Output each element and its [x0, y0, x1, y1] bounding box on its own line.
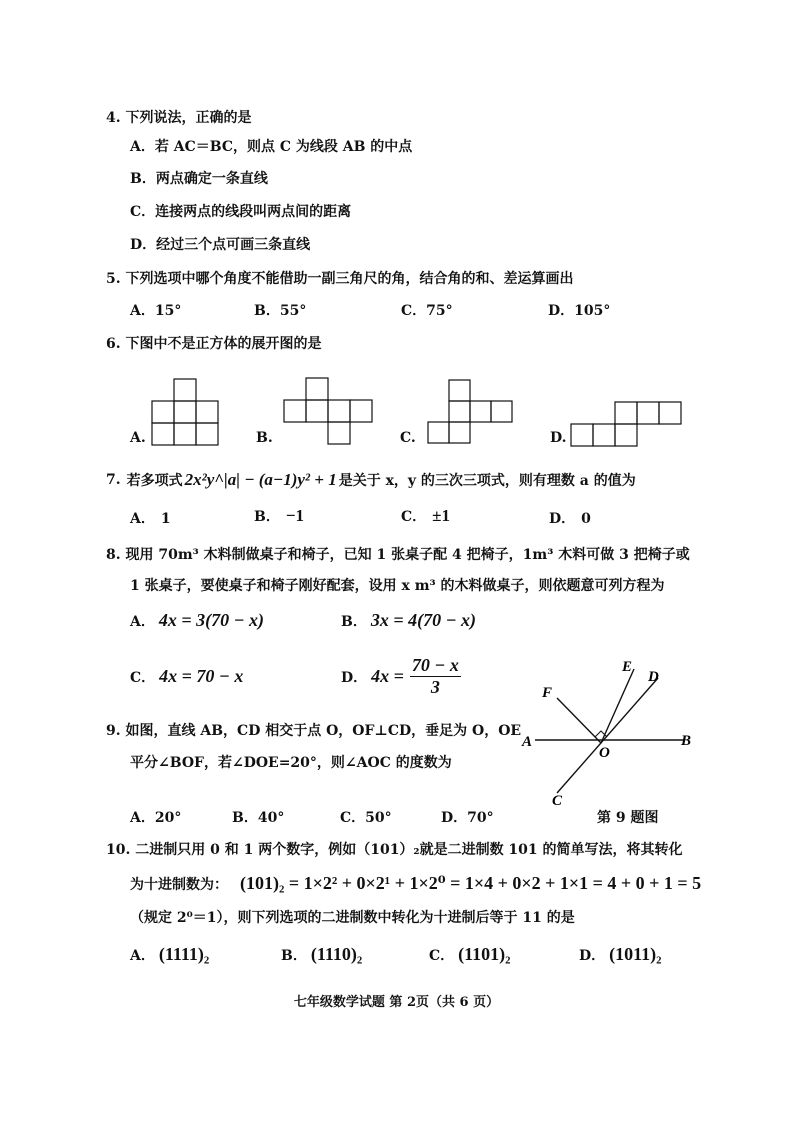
q7-option-c-value: ±1 [432, 506, 450, 525]
page-footer: 七年级数学试题 第 2页（共 6 页） [293, 995, 500, 1010]
q9-line-1: 9. 如图，直线 AB，CD 相交于点 O，OF⊥CD，垂足为 O，OE [106, 723, 522, 739]
q10-option-d-label: D． [579, 947, 606, 964]
q7-expression: 2x²y^|a| − (a−1)y² + 1 [184, 470, 337, 489]
q5-option-b: B．55° [254, 303, 307, 319]
q8-option-c [130, 666, 243, 687]
q8-option-b [341, 610, 476, 631]
q5-option-a: A．15° [130, 303, 182, 319]
q6-label-d: D. [550, 430, 567, 446]
q8-option-c-label: C． [130, 670, 156, 686]
q7-option-b-value: −1 [285, 506, 305, 525]
q4-option-d: D．经过三个点可画三条直线 [130, 237, 311, 253]
q10-option-c [429, 944, 511, 965]
q10-option-a-label: A． [130, 947, 155, 964]
ray-of [557, 698, 601, 743]
q7-option-b [254, 506, 304, 526]
q10-line-2 [130, 873, 701, 894]
q9-option-b: B．40° [232, 810, 285, 826]
q8-option-d-lhs: 4x = [371, 666, 404, 686]
q7-pre: 若多项式 [126, 473, 183, 489]
q6-stem: 6. 下图中不是正方体的展开图的是 [106, 336, 322, 352]
q7-post: 是关于 x，y 的三次三项式，则有理数 a 的值为 [338, 473, 636, 489]
q9-figure-caption: 第 9 题图 [597, 810, 659, 826]
q10-option-d [579, 944, 662, 965]
q9-geometry-figure [515, 655, 705, 805]
q6-label-c: C. [400, 430, 416, 446]
label-f: F [542, 685, 553, 701]
ray-oe [601, 669, 634, 743]
q6-label-b: B. [256, 430, 273, 446]
q7-option-d [549, 508, 591, 528]
q5-option-d: D．105° [548, 303, 611, 319]
q8-option-a-equation: 4x = 3(70 − x) [158, 610, 265, 630]
line-cd [557, 678, 658, 793]
q7-option-c [401, 506, 450, 526]
q7-option-a-value: 1 [160, 511, 171, 527]
q10-option-a-value: (1111)₂ [158, 944, 210, 964]
q8-line-2: 1 张桌子，要使桌子和椅子刚好配套，设用 x m³ 的木料做桌子，则依题意可列方程为 [130, 578, 665, 594]
q10-option-b-value: (1110)₂ [310, 944, 363, 964]
q10-option-b-label: B． [281, 947, 307, 964]
q8-option-c-equation: 4x = 70 − x [159, 666, 244, 686]
q7-number: 7. [106, 472, 121, 488]
q8-option-b-label: B． [341, 614, 367, 630]
q9-line-2: 平分∠BOF，若∠DOE=20°，则∠AOC 的度数为 [130, 755, 452, 771]
label-b: B [681, 733, 692, 749]
q8-option-a-label: A． [130, 614, 155, 630]
q8-option-d [341, 655, 461, 698]
q4-option-b: B．两点确定一条直线 [130, 171, 268, 187]
q7-option-d-value: 0 [581, 511, 591, 527]
q10-option-c-value: (1101)₂ [458, 944, 511, 964]
q10-line-2-prefix: 为十进制数为： [130, 876, 228, 893]
q7-stem [106, 470, 636, 490]
label-d: D [648, 669, 659, 685]
q9-option-c: C．50° [340, 810, 392, 826]
q7-option-c-label: C． [401, 509, 427, 525]
label-c: C [552, 793, 563, 805]
label-e: E [622, 659, 633, 675]
label-o: O [599, 745, 610, 761]
q8-option-d-label: D． [341, 669, 368, 686]
q8-option-d-fraction [410, 655, 461, 698]
q8-line-1: 8. 现用 70m³ 木料制做桌子和椅子，已知 1 张桌子配 4 把椅子，1m³ 木料可做 3 把椅子或 [106, 547, 690, 563]
q6-net-c [427, 379, 517, 449]
q8-option-b-equation: 3x = 4(70 − x) [370, 610, 476, 630]
q4-option-c: C．连接两点的线段叫两点间的距离 [130, 204, 352, 220]
q6-net-a [150, 378, 220, 448]
q6-net-b [283, 377, 378, 449]
q9-option-d: D．70° [441, 810, 494, 826]
q7-option-b-label: B． [254, 509, 280, 525]
q10-line-1: 10. 二进制只用 0 和 1 两个数字，例如（101）₂就是二进制数 101 的简单写法，将其转化 [106, 842, 683, 858]
q8-option-d-denominator: 3 [430, 677, 440, 697]
q8-option-d-numerator: 70 − x [411, 655, 459, 675]
label-a: A [522, 734, 533, 750]
q6-label-a: A. [130, 430, 146, 446]
q9-option-a: A．20° [130, 810, 182, 826]
q5-option-c: C．75° [401, 303, 453, 319]
q10-option-a [130, 944, 209, 965]
q7-option-d-label: D． [549, 511, 576, 527]
q7-option-a-label: A． [130, 511, 155, 527]
q10-option-b [281, 944, 362, 965]
q10-option-d-value: (1011)₂ [609, 944, 662, 964]
q4-stem: 4. 下列说法，正确的是 [106, 110, 252, 126]
q4-option-a: A．若 AC＝BC，则点 C 为线段 AB 的中点 [130, 139, 413, 155]
q8-option-a [130, 610, 264, 631]
q10-conversion-formula: (101)₂ = 1×2² + 0×2¹ + 1×2⁰ = 1×4 + 0×2 + 1×1 = 4 + 0 + 1 = 5 [240, 873, 702, 893]
q7-option-a [130, 508, 171, 528]
q5-stem: 5. 下列选项中哪个角度不能借助一副三角尺的角，结合角的和、差运算画出 [106, 271, 574, 287]
q10-line-3: （规定 2⁰＝1），则下列选项的二进制数中转化为十进制后等于 11 的是 [130, 910, 575, 926]
q6-net-d [569, 401, 684, 449]
q10-option-c-label: C． [429, 947, 455, 964]
